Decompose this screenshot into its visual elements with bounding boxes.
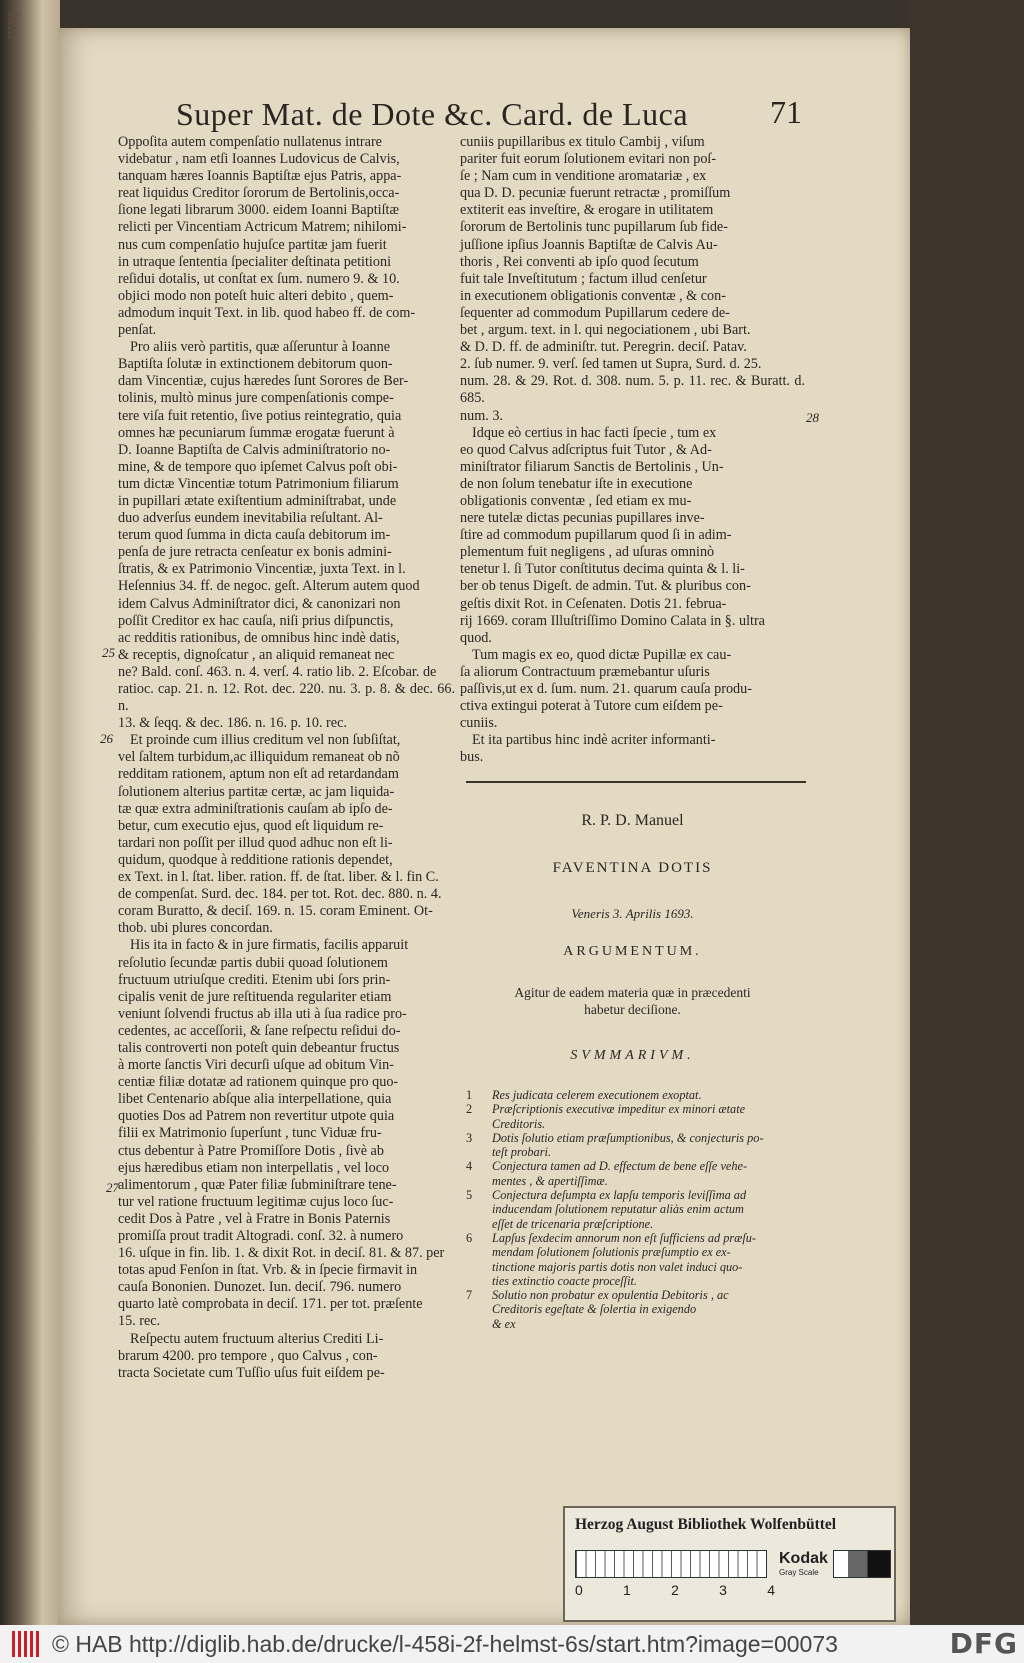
summary-heading: SVMMARIVM. [570,1048,695,1063]
gray-scale-patch [833,1550,891,1578]
summary-item [466,1131,810,1160]
scale-numbers [575,1582,775,1598]
hab-logo-icon [12,1629,42,1659]
argument-heading: ARGUMENTUM. [563,944,702,959]
kodak-brand: Kodak [779,1550,828,1567]
scale-number: 3 [719,1582,727,1598]
margin-number: 25 [102,645,115,660]
summary-list [466,1088,810,1331]
scale-number: 2 [671,1582,679,1598]
summary-number: 3 [466,1130,473,1145]
margin-number: 26 [100,731,113,746]
summary-item [466,1159,810,1188]
summary-number: 6 [466,1230,473,1245]
section-divider [466,781,806,783]
summary-text: Lapſus ſexdecim annorum non eſt ſufficiens ad præſu- mendam ſolutionem ſolutionis præſumptio ex ex- tinctione majoris partis dotis non valet induci quo- ties extinctio coacte proceſſit. [492,1230,757,1288]
summary-text: Res judicata celerem executionem exoptat. [492,1088,702,1102]
summary-item [466,1188,810,1231]
right-column [460,134,805,766]
summary-text: Solutio non probatur ex opulentia Debitoris , ac Creditoris egeſtate & ſolertia in exigendo & ex [492,1288,729,1331]
summary-item [466,1102,810,1131]
paragraph: Et ita partibus hinc indè acriter informanti- bus. [460,732,716,766]
paragraph: Pro aliis verò partitis, quæ aſſeruntur à Ioanne Baptiſta ſolutæ in extinctionem debitorum quon- dam Vincentiæ, cujus hæredes ſunt Sorores de Ber- tolinis, multò minus jure compenſationis compe- tere viſa fuit retentio, ſive potius reintegratio, quia omnes hæ pecuniarum ſummæ erogatæ fuerunt à D. Ioanne Baptiſta de Calvis adminiſtratorio no- mine, & de tempore quo ipſemet Calvus poſt obi- tum dictæ Vincentiæ totum Patrimonium filiarum in pupillari ætate exiſtentium adminiſtrabat, unde duo adverſus eundem inevitabilia reſultant. Al- terum quod ſumma in dicta cauſa debitorum im- penſa de jure retracta cenſeatur ex bonis admini- ſtratis, & ex Patrimonio Vincentiæ, juxta Text. in l. Heſennius 34. ff. de negoc. geſt. Alterum autem quod idem Calvus Adminiſtrator dici, & canonizari non poſſit Creditor ex hac cauſa, niſi prius diſpunctis, ac redditis rationibus, de omnibus hinc indè datis, & receptis, dignoſcatur , an aliquid remaneat nec ne? Bald. conſ. 463. n. 4. verſ. 4. ratio lib. 2. Eſcobar. de ratioc. cap. 21. n. 12. Rot. dec. 220. nu. 3. p. 8. & dec. 66. n. 13. & ſeqq. & dec. 186. n. 16. p. 10. rec. [118,339,455,732]
summary-text: Præſcriptionis executivæ impeditur ex minori ætate Creditoris. [492,1102,746,1131]
paragraph: Idque eò certius in hac facti ſpecie , tum ex eo quod Calvus adſcriptus fuit Tutor , & Ad- miniſtrator filiarum Sanctis de Bertolinis , Un- de non ſolum tenebatur iſte in executione obligationis conventæ , ſed etiam ex mu- nere tutelæ dictas pecunias pupillares inve- ſtire ad commodum pupillarum quod ſi in adim- plementum fuit negligens , ad uſuras omninò tenetur l. ſi Tutor conſtitutus decima quinta & l. li- ber ob tenus Digeſt. de admin. Tut. & pluribus con- geſtis dixit Rot. in Ceſenaten. Dotis 21. februa- rij 1669. coram Illuſtriſſimo Domino Calata in §. ultra quod. [460,424,765,646]
paragraph: cuniis pupillaribus ex titulo Cambij , viſum pariter fuit eorum ſolutionem evitari non poſ- ſe ; Nam cum in venditione aromatariæ , ex qua D. D. pecuniæ fuerunt retractæ , promiſſum extiterit eas inveſtire, & erogare in utilitatem ſororum de Bertolinis tunc pupillarum ſub fide- juſſione ipſius Joannis Baptiſtæ de Calvis Au- thoris , Rei conventi ab ipſo quod ſecutum fuit tale Inveſtitutum ; factum illud cenſetur in executionem obligationis conventæ , & con- ſequenter ad commodum Pupillarum cedere de- bet , argum. text. in l. qui negociationem , ubi Bart. & D. D. ff. de adminiſtr. tut. Peregrin. deciſ. Patav. 2. ſub numer. 9. verſ. ſed tamen ut Supra, Surd. d. 25. num. 28. & 29. Rot. d. 308. num. 5. p. 11. rec. & Buratt. d. 685. num. 3. [460,134,805,424]
spine-text: lum [4,12,20,39]
paragraph: His ita in facto & in jure firmatis, facilis apparuit reſolutio ſecundæ partis dubii quoad ſolutionem fructuum utriuſque crediti. Etenim ubi ſors prin- cipalis venit de jure reſtituenda regulariter etiam veniunt ſolvendi fructus ab illa uti à ſua radice pro- cedentes, ac acceſſorii, & ſane reſpectu reſidui do- talis controverti non poteſt quin debeantur fructus à morte ſanctis Viri decurſi uſque ad obitum Vin- centiæ filiæ dotatæ ad rationem quinque pro quo- libet Centenario abſque alia interpellatione, quia quoties Dos ad Patrem non revertitur utpote quia filii ex Matrimonio ſuperſunt , tunc Viduæ fru- ctus debentur à Patre Promiſſore Dotis , ſivè ab ejus hæredibus etiam non interpellatis , vel loco alimentorum , quæ Pater filiæ ſubminiſtrare tene- tur vel ratione fructuum legitimæ cujus loco ſuc- cedit Dos à Patre , vel à Fratre in Bonis Paternis promiſſa prout tradit Altogradi. conſ. 32. à numero 16. uſque in fin. lib. 1. & dixit Rot. in deciſ. 81. & 87. per totas apud Fenſon in ſtat. Vrb. & in ſpecie firmavit in cauſa Bononien. Dunozet. Iun. deciſ. 796. numero quarto latè comprobata in deciſ. 171. per tot. præſente 15. rec. [118,937,445,1330]
kodak-subtitle: Gray Scale [779,1568,819,1577]
summary-item [466,1231,810,1288]
scale-number: 1 [623,1582,631,1598]
summary-number: 1 [466,1088,473,1102]
measurement-scale [575,1550,767,1578]
paragraph: Oppoſita autem compenſatio nullatenus intrare videbatur , nam etſi Ioannes Ludovicus de Calvis, tanquam hæres Ioannis Baptiſtæ ejus Patris, appa- reat liquidus Creditor ſororum de Bertolinis,occa- ſione legati librarum 3000. eidem Ioanni Baptiſtæ relicti per Vincentiam Actricum Matrem; nihilomi- nus cum compenſatio hujuſce partitæ jam fuerit in utraque ſententia ſpecialiter deſtinata petitioni reſidui dotalis, ut conſtat ex ſum. numero 9. & 10. objici modo non poteſt huic alteri debito , quem- admodum inquit Text. in lib. quod habeo ff. de com- penſat. [118,134,416,339]
summary-number: 4 [466,1159,473,1174]
scale-ticks [576,1551,766,1577]
summary-text: Conjectura deſumpta ex lapſu temporis leviſſima ad inducendam ſolutionem reputatur aliàs enim actum eſſet de tricenaria præſcriptione. [492,1188,747,1231]
paragraph: Tum magis ex eo, quod dictæ Pupillæ ex cau- ſa aliorum Contractuum præmebantur uſuris paſſivis,ut ex d. ſum. num. 21. quarum cauſa produ- ctiva extingui poterat à Tutore cum eiſdem pe- cuniis. [460,646,752,732]
decision-author: R. P. D. Manuel [581,812,684,829]
scale-number: 0 [575,1582,583,1598]
paragraph: Reſpectu autem fructuum alterius Crediti Li- brarum 4200. pro tempore , quo Calvus , con- tracta Societate cum Tuſſio uſus fuit eiſdem pe- [118,1330,385,1381]
scale-number: 4 [767,1582,775,1598]
margin-number: 28 [806,410,819,425]
running-title: Super Mat. de Dote &c. Card. de Luca [176,96,689,132]
summary-item [466,1088,810,1102]
summary-text: Conjectura tamen ad D. effectum de bene eſſe vehe- mentes , & apertiſſimæ. [492,1159,748,1188]
decision-date: Veneris 3. Aprilis 1693. [571,906,694,921]
footer-bar [0,1625,1024,1663]
footer-url[interactable]: © HAB http://diglib.hab.de/drucke/l-458i-2f-helmst-6s/start.htm?image=00073 [52,1631,838,1657]
book-spine [0,0,60,1625]
summary-number: 5 [466,1188,473,1203]
dfg-logo: DFG [949,1627,1018,1660]
summary-item [466,1288,810,1331]
page-number: 71 [770,94,802,130]
margin-number: 27 [106,1180,119,1195]
left-column [118,134,455,1382]
argument-text: Agitur de eadem materia quæ in præcedenti habetur deciſione. [514,985,751,1017]
library-name: Herzog August Bibliothek Wolfenbüttel [575,1516,837,1533]
paragraph: Et proinde cum illius creditum vel non ſubſiſtat, vel ſaltem turbidum,ac illiquidum remaneat ob nõ redditam rationem, aptum non eſt ad retardandam ſolutionem alterius partitæ certæ, ac jam liquida- tæ quæ extra adminiſtrationis cauſam ab ipſo de- betur, cum executio ejus, quod eſt liquidum re- tardari non poſſit per illud quod adhuc non eſt li- quidum, quodque à redditione rationis dependet, ex Text. in l. ſtat. liber. ration. ff. de ſtat. liber. & l. fin C. de compenſat. Surd. dec. 184. per tot. Rot. dec. 880. n. 4. coram Buratto, & deciſ. 169. n. 15. coram Eminent. Ot- thob. ubi plures concordan. [118,732,442,937]
background-right [910,0,1024,1625]
case-title: FAVENTINA DOTIS [552,860,713,876]
summary-text: Dotis ſolutio etiam præſumptionibus, & conjecturis po- teſt probari. [492,1130,764,1160]
summary-number: 2 [466,1102,473,1117]
summary-number: 7 [466,1288,473,1303]
library-label [563,1506,896,1622]
